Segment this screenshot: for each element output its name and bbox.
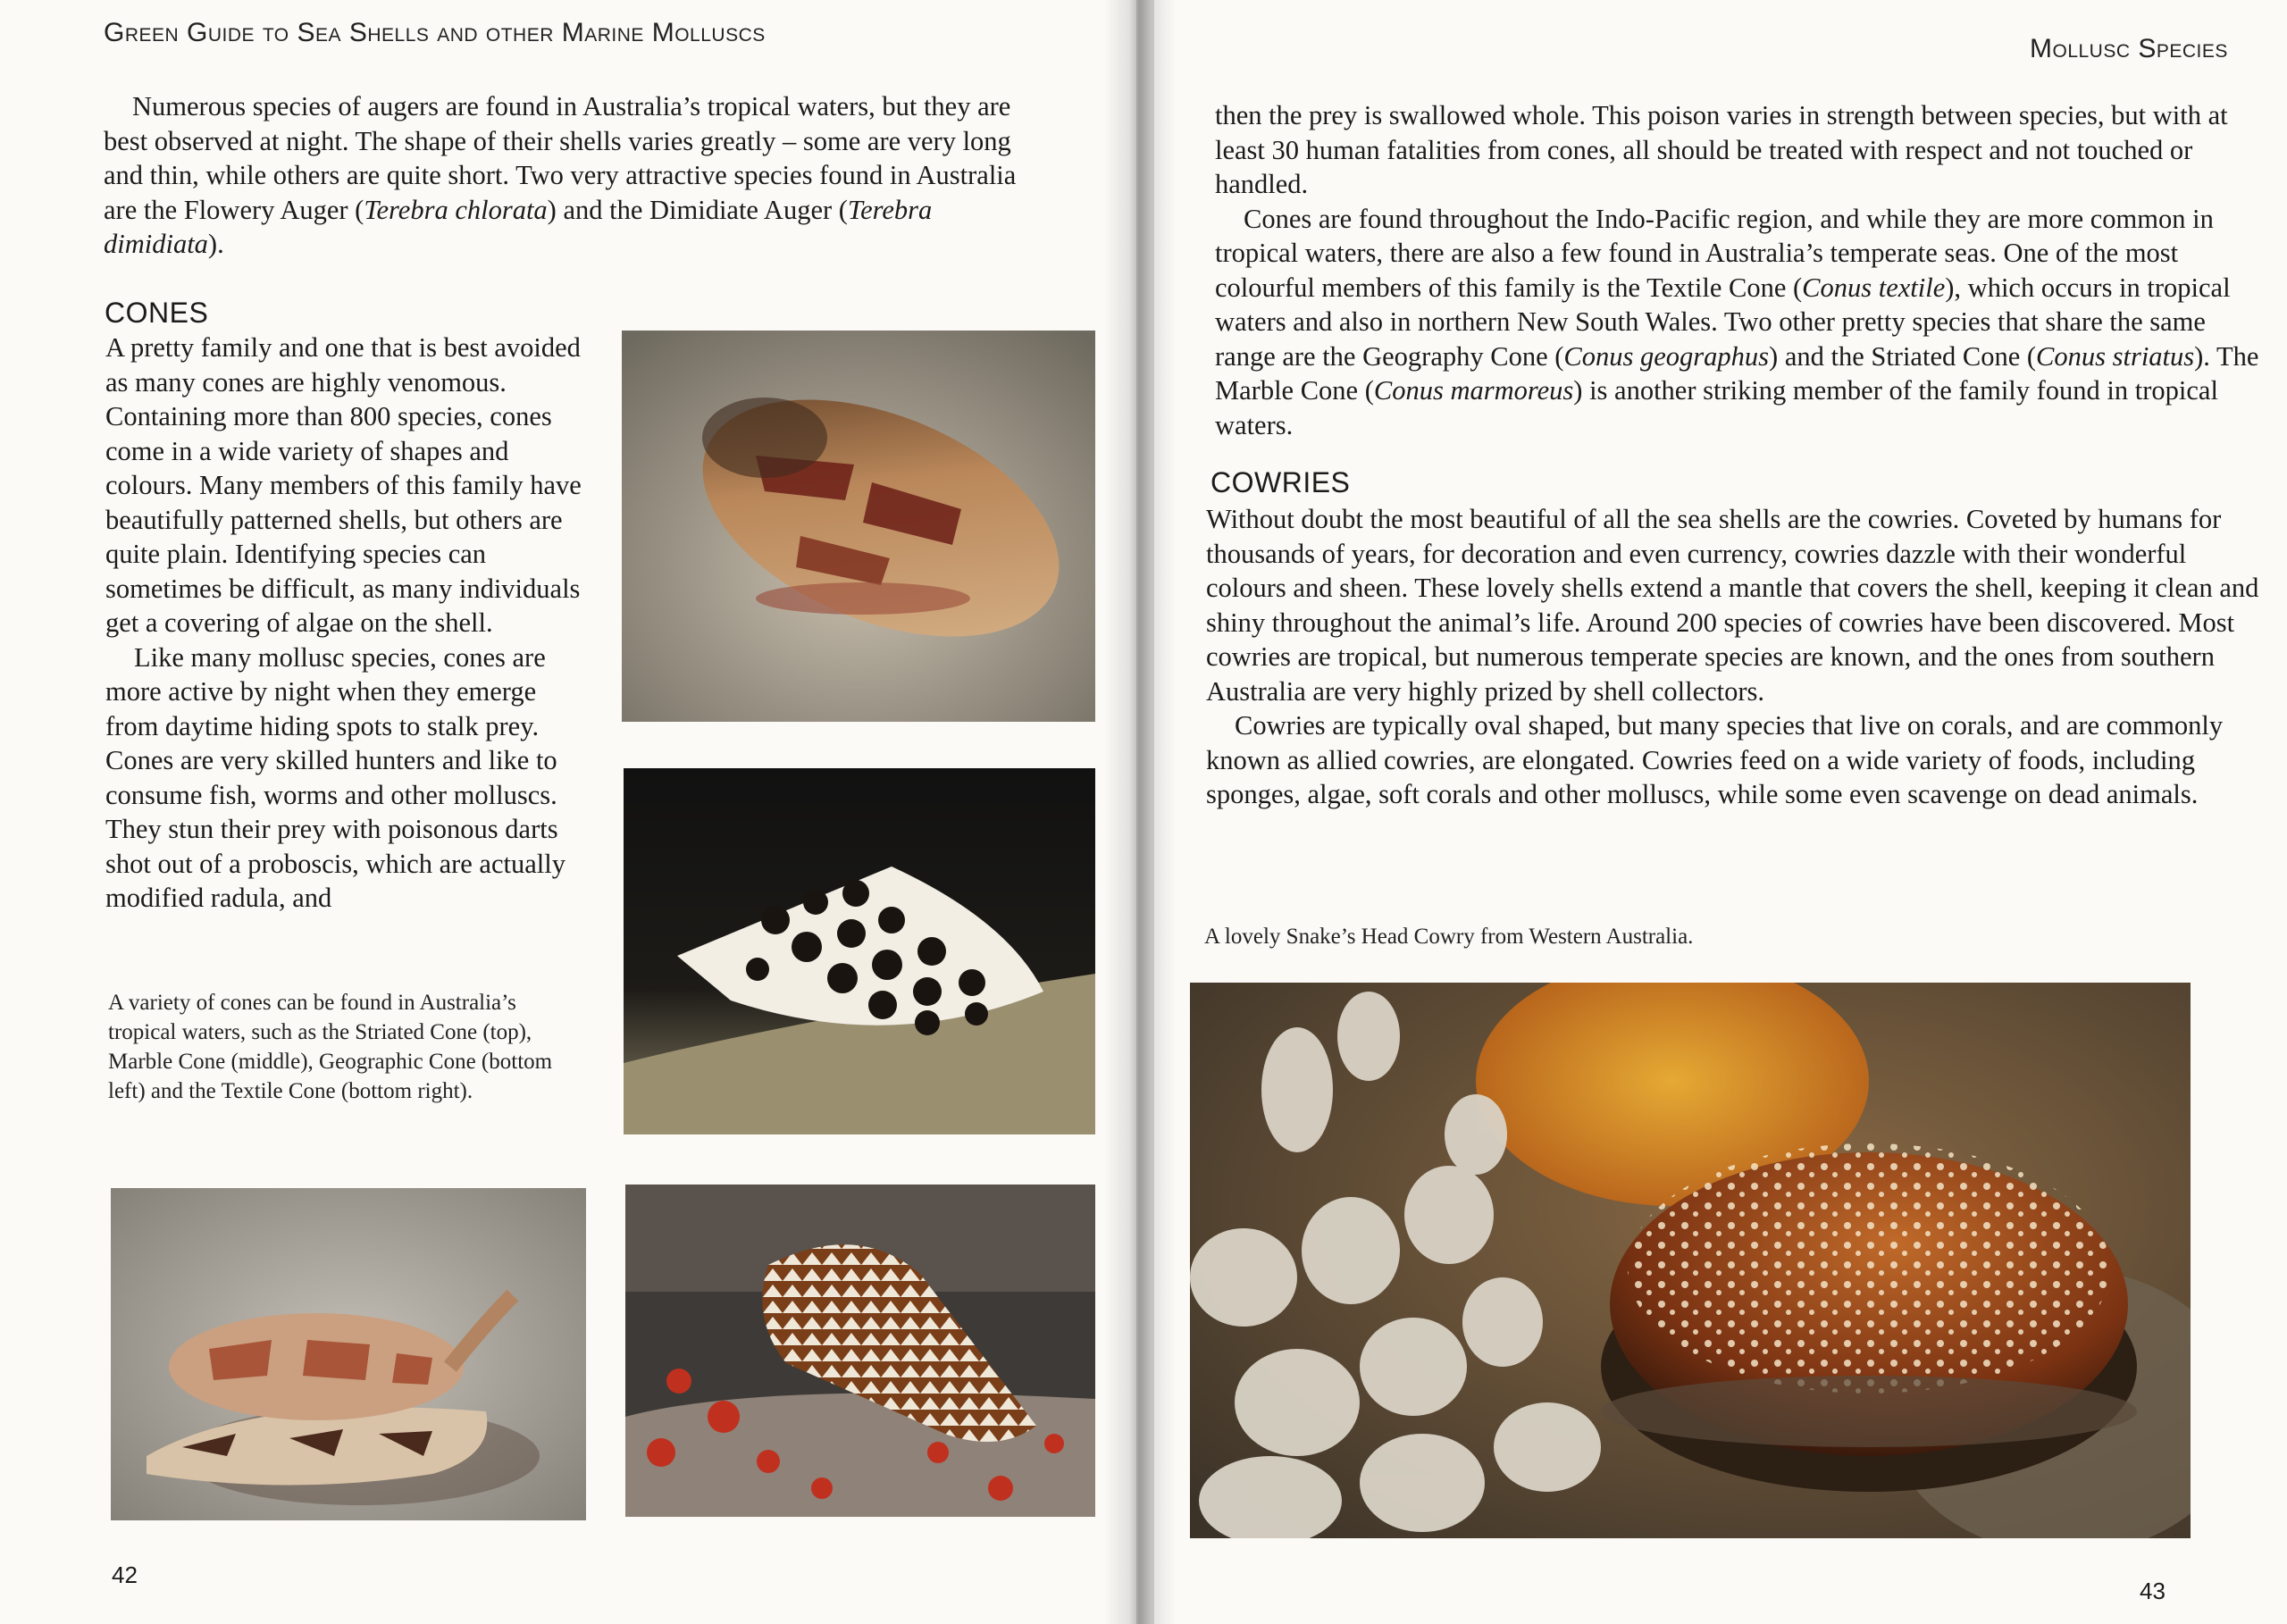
cones-heading: CONES	[105, 297, 209, 329]
cones-paragraph-2: Like many mollusc species, cones are more active by night when they emerge from daytime hiding spots to stalk prey. Cones are very skilled hunters and like to consume fish, worms and other molluscs. They stun their prey with poisonous darts shot out of a proboscis, which are actually modified radula, and	[105, 641, 565, 913]
photo-striated-cone	[622, 331, 1095, 722]
page-number-left: 42	[112, 1561, 138, 1588]
cowries-heading: COWRIES	[1211, 466, 1351, 498]
running-head-right: Mollusc Species	[2030, 34, 2228, 63]
right-page	[1154, 0, 2287, 1624]
page-number-right: 43	[2140, 1578, 2166, 1604]
right-paragraph-1: then the prey is swallowed whole. This poison varies in strength between species, but with at least 30 human fatalities from cones, all should be treated with respect and not touched or handled.	[1215, 100, 2228, 199]
cowries-paragraph-2: Cowries are typically oval shaped, but many species that live on corals, and are commonly known as allied cowries, are elongated. Cowries feed on a wide variety of foods, including sponges, algae, soft corals and other molluscs, while some even scavenge on dead animals.	[1206, 710, 2224, 809]
right-text-top	[1215, 98, 2260, 442]
photo-snakes-head-cowry	[1190, 983, 2191, 1538]
cones-text	[105, 331, 588, 916]
photo-geographic-cone	[111, 1188, 586, 1520]
photo-textile-cone	[625, 1185, 1095, 1517]
running-head-left: Green Guide to Sea Shells and other Marine Molluscs	[104, 18, 766, 47]
right-paragraph-2: Cones are found throughout the Indo-Pacific region, and while they are more common in tropical waters, there are also a few found in Australia’s temperate seas. One of the most colourful members of this family is the Textile Cone (Conus textile), which occurs in tropical waters and also in northern New South Wales. Two other pretty species that share the same range are the Geography Cone (Conus geographus) and the Striated Cone (Conus striatus). The Marble Cone (Conus marmoreus) is another striking member of the family found in tropical waters.	[1215, 203, 2259, 440]
cowries-text	[1206, 502, 2260, 812]
left-page	[0, 0, 1136, 1624]
intro-paragraph: Numerous species of augers are found in Australia’s tropical waters, but they are best observed at night. The shape of their shells varies greatly – some are very long and thin, while others are quite short. Two very attractive species found in Australia are the Flowery Auger (Terebra chlorata) and the Dimidiate Auger (Terebra dimidiata).	[104, 91, 1017, 259]
cowry-caption: A lovely Snake’s Head Cowry from Western Australia.	[1204, 925, 1694, 949]
cones-paragraph-1: A pretty family and one that is best avoided as many cones are highly venomous. Containing more than 800 species, cones come in a wide variety of shapes and colours. Many members of this family have beautifully patterned shells, but others are quite plain. Identifying species can sometimes be difficult, as many individuals get a covering of algae on the shell.	[105, 332, 582, 638]
photo-marble-cone	[624, 768, 1095, 1134]
cones-caption: A variety of cones can be found in Australia’s tropical waters, such as the Striated Cone (top), Marble Cone (middle), Geographic Cone (bottom left) and the Textile Cone (bottom right).	[108, 991, 553, 1103]
cowries-paragraph-1: Without doubt the most beautiful of all the sea shells are the cowries. Coveted by humans for thousands of years, for decoration and even currency, cowries dazzle with their wonderful colours and sheen. These lovely shells extend a mantle that covers the shell, keeping it clean and shiny throughout the animal’s life. Around 200 species of cowries have been discovered. Most cowries are tropical, but numerous temperate species are known, and the ones from southern Australia are very highly prized by shell collectors.	[1206, 504, 2259, 707]
